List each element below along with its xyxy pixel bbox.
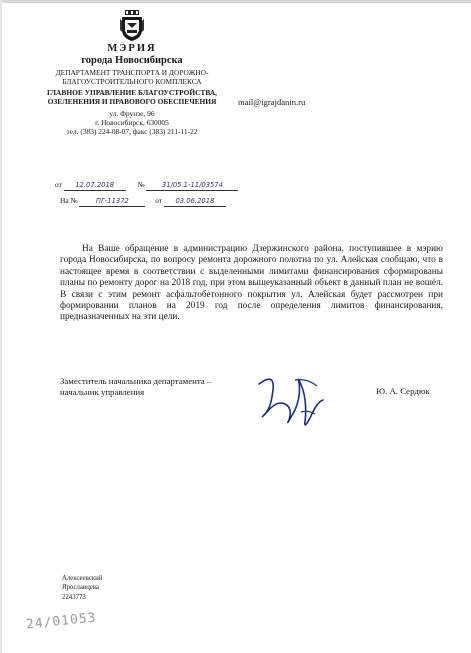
letter-body: На Ваше обращение в администрацию Дзержинского района, поступившее в мэрию города Новосибирска, по вопросу ремонта дорожного полотна по ул. Алейская сообщаю, что в настоящее время в соответствии с выделенными лимитами финансирования сформированы планы по ремонту дорог на 2018 год, при этом вышеуказанный объект в данный план не вошёл. В связи с этим ремонт асфальтобетонного покрытия ул. Алейская будет рассмотрен при формировании планов на 2019 год после определения лимитов финансирования, предназначенных на эти цели. — [60, 244, 443, 323]
page-top-edge — [0, 0, 471, 3]
executor-phone: 2243773 — [62, 593, 86, 601]
management-name: ГЛАВНОЕ УПРАВЛЕНИЕ БЛАГОУСТРОЙСТВА, ОЗЕЛЕНЕНИЯ И ПРАВОВОГО ОБЕСПЕЧЕНИЯ — [46, 88, 218, 106]
reference-date-prefix: от — [155, 196, 163, 205]
outgoing-number: 31/05.1-11/03574 — [146, 181, 238, 191]
outgoing-date: 12.07.2018 — [64, 181, 126, 191]
executor-name-2: Ярославцева — [62, 584, 99, 592]
signatory-title-line1: Заместитель начальника департамента – — [60, 376, 212, 386]
reference-number: ПГ-11372 — [79, 197, 145, 207]
department-name: ДЕПАРТАМЕНТ ТРАНСПОРТА И ДОРОЖНО-БЛАГОУСТРОИТЕЛЬНОГО КОМПЛЕКСА — [55, 68, 209, 86]
executor-info — [62, 574, 102, 602]
letterhead — [44, 10, 220, 136]
signatory-title-line2: начальник управления — [60, 387, 145, 397]
address-city: г. Новосибирск, 630005 — [95, 118, 169, 127]
city-coat-of-arms-icon — [119, 10, 145, 42]
address-street: ул. Фрунзе, 96 — [109, 109, 155, 118]
reference-prefix: На № — [60, 196, 78, 205]
reference-registration — [60, 196, 226, 207]
signatory-title — [60, 376, 211, 398]
reference-date: 03.06.2018 — [164, 197, 226, 207]
page-left-edge — [0, 0, 2, 653]
phone-fax: тел. (383) 224-08-07, факс (383) 211-11-22 — [66, 127, 198, 136]
org-name: МЭРИЯ — [107, 43, 157, 54]
outgoing-registration — [55, 180, 238, 191]
handwritten-signature — [255, 370, 331, 434]
incoming-stamp: 24/01053 — [25, 610, 98, 633]
signatory-name: Ю. А. Сердюк — [376, 386, 430, 396]
date-prefix: от — [55, 180, 62, 189]
executor-name-1: Алексеевский — [62, 575, 103, 582]
recipient-email: mail@igrajdanin.ru — [238, 97, 306, 107]
org-city: города Новосибирска — [81, 55, 183, 66]
number-prefix: № — [137, 180, 145, 189]
